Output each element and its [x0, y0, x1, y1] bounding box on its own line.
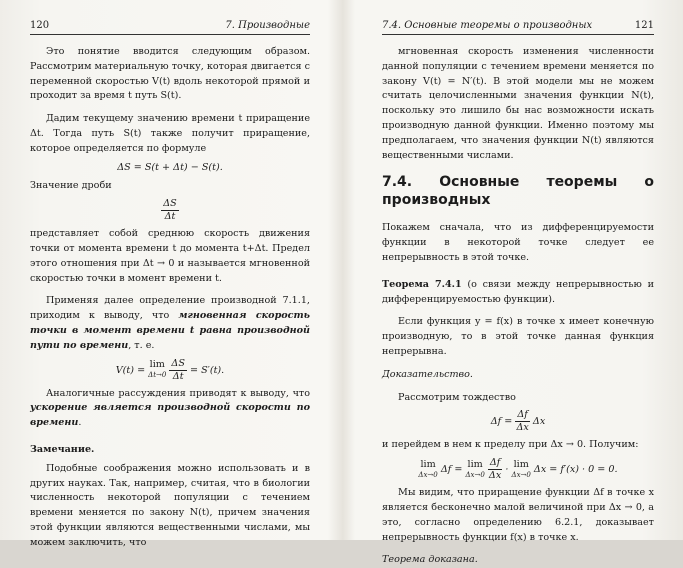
theorem-label: Теорема 7.4.1	[382, 278, 462, 290]
right-page	[344, 0, 683, 566]
paragraph: Рассмотрим тождество	[398, 391, 516, 403]
proof-end: Теорема доказана.	[382, 554, 478, 566]
left-page	[0, 0, 338, 548]
formula-fraction	[30, 198, 310, 223]
paragraph: мгновенная скорость изменения численности данной популяции с течением времени меняется по закону V(t) = N′(t). В этой модели мы не можем считать целочисленными значения функции N(t), поскольку это лишило бы нас возможности искать производную данной функции. Именно поэтому мы предполагаем, что значения функции N(t) являются вещественными числами.	[382, 46, 654, 161]
paragraph: Мы видим, что приращение функции Δf в точке x является бесконечно малой величиной при Δx → 0, а это, согласно определению 6.2.1, доказывает непрерывность функции f(x) в точке x.	[382, 487, 654, 543]
formula-limit: lim Δx→0 Δf = lim Δx→0 $\frac{\Delta f}{\Delta x}$ · lim Δx→0 Δx = f′(x) · 0 = 0.	[418, 457, 618, 482]
paragraph: Покажем сначала, что из дифференцируемости функции в некоторой точке следует ее непрерывность в этой точке.	[382, 222, 654, 263]
left-page-number: 120	[30, 20, 50, 31]
paragraph: Дадим текущему значению времени t приращение Δt. Тогда путь S(t) также получит приращение, которое определяется по формуле	[30, 113, 310, 154]
right-page-number: 121	[634, 20, 654, 31]
proof-label: Доказательство.	[382, 368, 473, 380]
left-running-title: 7. Производные	[225, 20, 310, 31]
remark-heading: Замечание.	[30, 443, 95, 455]
right-page-body	[382, 45, 654, 568]
emphasis: ускорение является производной скорости по времени	[30, 402, 310, 429]
theorem-statement: Если функция y = f(x) в точке x имеет конечную производную, то в этой точке данная функция непрерывна.	[382, 316, 654, 357]
theorem-heading: Теорема 7.4.1 (о связи между непрерывностью и дифференцируемостью функции).	[382, 278, 654, 305]
right-running-header	[382, 20, 654, 35]
formula-velocity: V(t) = lim Δt→0 $\frac{\Delta S}{\Delta t}$ = S′(t).	[115, 357, 225, 382]
emphasis: мгновенная скорость точки в момент времени t равна производной пути по времени	[30, 310, 311, 351]
left-running-header	[30, 20, 310, 35]
left-page-body	[30, 45, 310, 551]
fraction-numerator: ΔS	[163, 198, 177, 210]
formula-increment: ΔS = S(t + Δt) − S(t).	[117, 161, 223, 173]
paragraph: Подобные соображения можно использовать и в других науках. Так, например, считая, что в биологии численность некоторой популяции с течением времени меняется по закону N(t), причем значения этой функции являются вещественными числами, мы можем заключить, что	[30, 462, 310, 548]
paragraph: Применяя далее определение производной 7.1.1, приходим к выводу, что мгновенная скорость точки в момент времени t равна производной пути по времени, т. е.	[30, 295, 311, 351]
formula-identity: Δf = $\frac{\Delta f}{\Delta x}$ Δx	[490, 409, 546, 434]
section-title: 7.4. Основные теоремы о производных	[382, 174, 654, 209]
paragraph: представляет собой среднюю скорость движения точки от момента времени t до момента t+Δt. Предел этого отношения при Δt → 0 и называется мгновенной скоростью точки в момент времени t.	[30, 228, 310, 284]
paragraph: Это понятие вводится следующим образом. Рассмотрим материальную точку, которая двигается с переменной скоростью V(t) вдоль некоторой прямой и проходит за время t путь S(t).	[30, 46, 310, 102]
paragraph: Аналогичные рассуждения приводят к выводу, что ускорение является производной скорости по времени.	[30, 387, 310, 429]
paragraph: Значение дроби	[30, 180, 112, 192]
fraction-denominator: Δt	[164, 211, 176, 223]
paragraph: и перейдем в нем к пределу при Δx → 0. Получим:	[382, 439, 639, 451]
right-running-title: 7.4. Основные теоремы о производных	[382, 20, 593, 31]
